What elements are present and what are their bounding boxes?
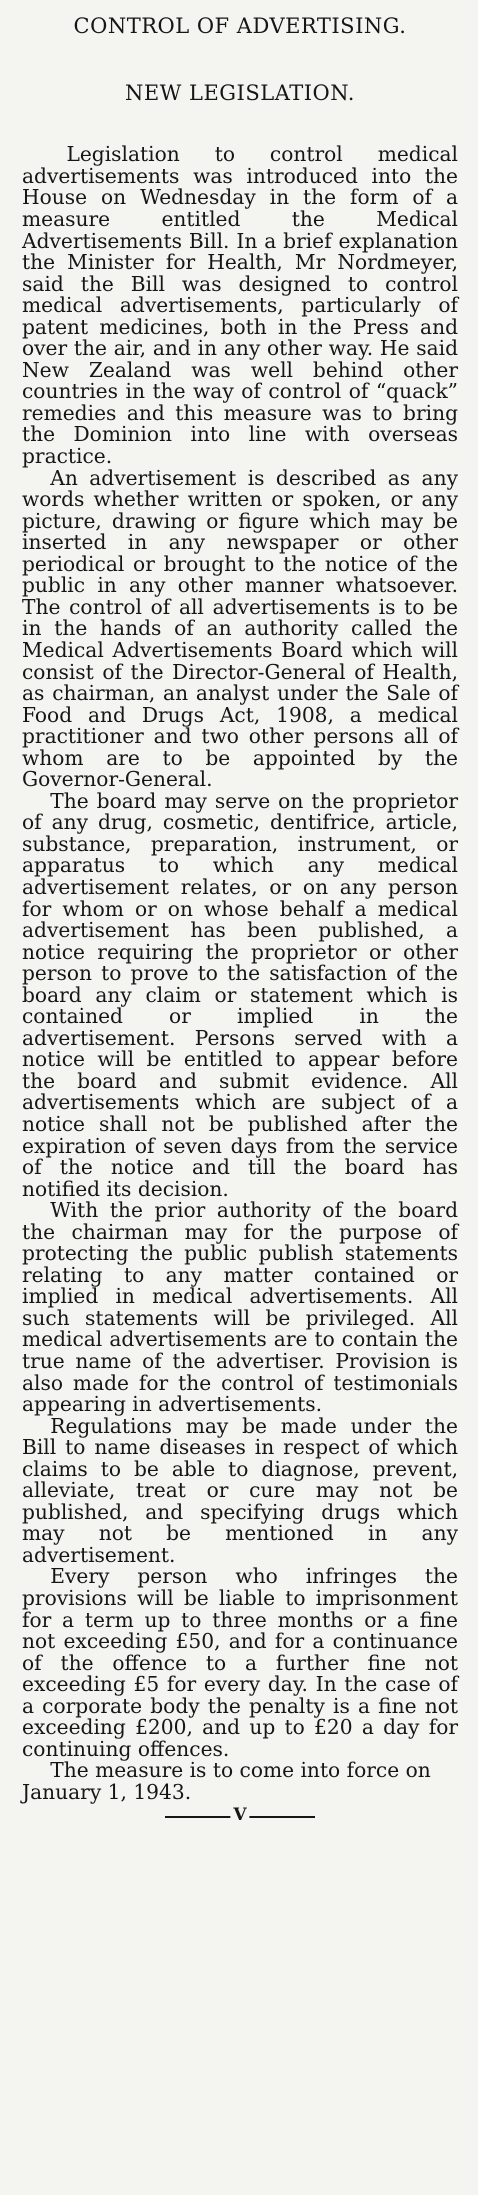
end-rule — [165, 1805, 315, 1826]
paragraph-regulations: Regulations may be made under the Bill to name diseases in respect of which claims to be able to diagnose, prevent, alleviate, treat or cure may not be published, and specifying drugs which may not be mentioned in any advertisement. — [22, 1413, 458, 1567]
end-mark: V — [230, 1807, 249, 1824]
article-body — [22, 144, 458, 1803]
paragraph-introduction: Legislation to control medical advertisements was introduced into the House on Wednesday in the form of a measure entitled the Medical Advertisements Bill. In a brief explanation the Minister for Health, Mr Nordmeyer, said the Bill was designed to control medical advertisements, particularly of patent medicines, both in the Press and over the air, and in any other way. He said New Zealand was well behind other countries in the way of control of “quack” remedies and this measure was to bring the Dominion into line with overseas practice. — [22, 142, 458, 469]
subheadline: NEW LEGISLATION. — [125, 81, 355, 106]
paragraph-definition: An advertisement is described as any words whether written or spoken, or any picture, drawing or figure which may be inserted in any newspaper or other periodical or brought to the notice of the public in any other manner whatsoever. The control of all advertisements is to be in the hands of an authority called the Medical Advertisements Board which will consist of the Director-General of Health, as chairman, an analyst under the Sale of Food and Drugs Act, 1908, a medical practitioner and two other persons all of whom are to be appointed by the Governor-General. — [22, 465, 458, 792]
paragraph-penalties: Every person who infringes the provisions will be liable to imprisonment for a term up to three months or a fine not exceeding £50, and for a continuance of the offence to a further fine not exceeding £5 for every day. In the case of a corporate body the penalty is a fine not exceeding £200, and up to £20 a day for continuing offences. — [22, 1564, 458, 1761]
paragraph-commencement: The measure is to come into force on January 1, 1943. — [22, 1758, 431, 1804]
paragraph-board-powers: The board may serve on the proprietor of any drug, cosmetic, dentifrice, article, substance, preparation, instrument, or apparatus to which any medical advertisement relates, or on any person for whom or on whose behalf a medical advertisement has been published, a notice requiring the proprietor or other person to prove to the satisfaction of the board any claim or statement which is contained or implied in the advertisement. Persons served with a notice will be entitled to appear before the board and submit evidence. All advertisements which are subject of a notice shall not be published after the expiration of seven days from the service of the notice and till the board has notified its decision. — [22, 788, 458, 1201]
headline: CONTROL OF ADVERTISING. — [73, 14, 407, 38]
paragraph-chairman-authority: With the prior authority of the board the chairman may for the purpose of protecting the public publish statements relating to any matter contained or implied in medical advertisements. All such statements will be privileged. All medical advertisements are to contain the true name of the advertiser. Provision is also made for the control of testimonials appearing in advertisements. — [22, 1198, 458, 1417]
